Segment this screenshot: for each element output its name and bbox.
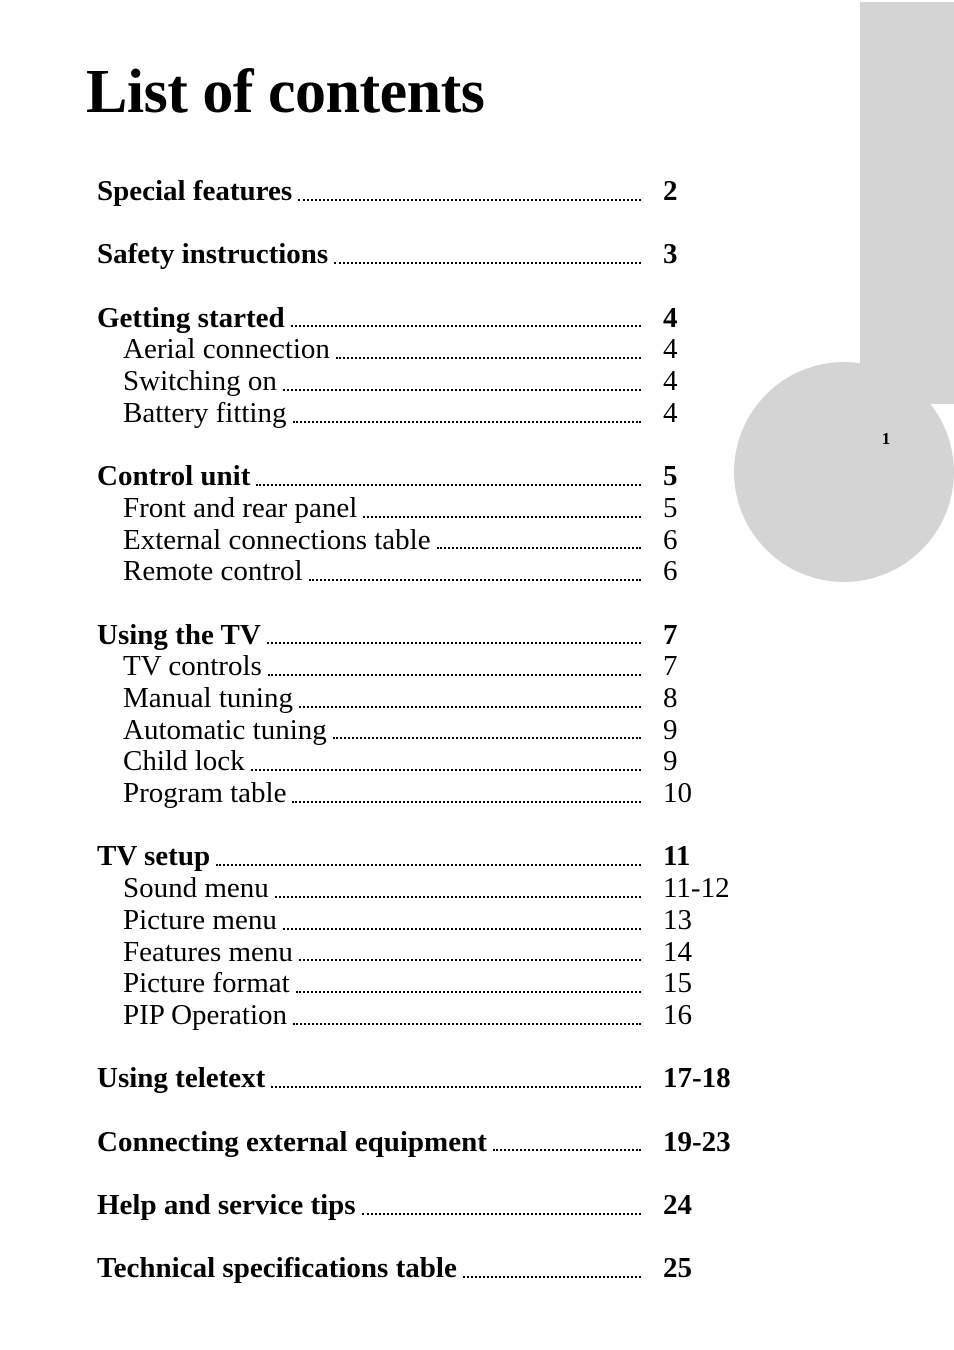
- toc-entry-label: Features menu: [123, 935, 293, 968]
- toc-entry-label: TV setup: [97, 840, 211, 873]
- toc-entry-label: TV controls: [123, 650, 262, 683]
- toc-entry-page: 25: [663, 1252, 692, 1285]
- toc-entry-tv-setup[interactable]: [97, 841, 777, 873]
- toc-entry-page: 3: [663, 238, 678, 271]
- toc-entry-label: Technical specifications table: [97, 1252, 457, 1285]
- dot-leader: [291, 325, 641, 327]
- toc-entry-page: 13: [663, 903, 692, 936]
- dot-leader: [268, 674, 641, 676]
- toc-entry-getting-started[interactable]: [97, 303, 777, 335]
- dot-leader: [216, 864, 641, 866]
- dot-leader: [298, 199, 641, 201]
- toc-entry-using-the-tv[interactable]: [97, 620, 777, 652]
- toc-entry-page: 9: [663, 713, 678, 746]
- toc-entry-label: Program table: [123, 777, 287, 810]
- toc-entry-special-features[interactable]: [97, 176, 777, 208]
- toc-entry-label: Special features: [97, 175, 293, 207]
- toc-section-technical-specifications-table: [97, 1253, 777, 1285]
- toc-subentry-program-table[interactable]: [97, 778, 777, 810]
- dot-leader: [293, 1023, 641, 1025]
- toc-subentry-battery-fitting[interactable]: [97, 398, 777, 430]
- toc-subentry-sound-menu[interactable]: [97, 873, 777, 905]
- toc-subentry-manual-tuning[interactable]: [97, 683, 777, 715]
- toc-section-safety-instructions: [97, 239, 777, 271]
- toc-entry-technical-specifications-table[interactable]: [97, 1253, 777, 1285]
- toc-entry-page: 4: [663, 301, 678, 334]
- toc-entry-page: 14: [663, 935, 692, 968]
- dot-leader: [336, 357, 641, 359]
- toc-entry-label: Picture format: [123, 967, 290, 1000]
- toc-entry-label: Using teletext: [97, 1062, 266, 1095]
- toc-entry-page: 5: [663, 460, 678, 493]
- dot-leader: [296, 991, 641, 993]
- dot-leader: [299, 959, 641, 961]
- toc-entry-label: Sound menu: [123, 872, 269, 905]
- toc-entry-label: Front and rear panel: [123, 491, 358, 524]
- toc-entry-page: 6: [663, 555, 678, 588]
- toc-entry-label: Remote control: [123, 555, 303, 588]
- toc-entry-page: 2: [663, 175, 678, 207]
- toc-subentry-front-and-rear-panel[interactable]: [97, 493, 777, 525]
- dot-leader: [334, 262, 641, 264]
- toc-subentry-external-connections-table[interactable]: [97, 525, 777, 557]
- toc-entry-help-and-service-tips[interactable]: [97, 1190, 777, 1222]
- toc-entry-page: 6: [663, 523, 678, 556]
- toc-entry-label: Getting started: [97, 301, 285, 334]
- dot-leader: [267, 642, 641, 644]
- toc-entry-page: 9: [663, 745, 678, 778]
- toc-entry-label: Child lock: [123, 745, 245, 778]
- toc-entry-label: Using the TV: [97, 618, 261, 651]
- toc-entry-using-teletext[interactable]: [97, 1063, 777, 1095]
- toc-entry-label: External connections table: [123, 523, 431, 556]
- toc-entry-page: 7: [663, 618, 678, 651]
- toc-entry-page: 11-12: [663, 872, 730, 905]
- toc-subentry-picture-menu[interactable]: [97, 905, 777, 937]
- dot-leader: [299, 706, 641, 708]
- table-of-contents: [97, 176, 777, 1317]
- toc-section-tv-setup: [97, 841, 777, 1031]
- toc-subentry-picture-format[interactable]: [97, 968, 777, 1000]
- toc-entry-page: 17-18: [663, 1062, 731, 1095]
- toc-entry-page: 15: [663, 967, 692, 1000]
- toc-entry-label: Manual tuning: [123, 682, 293, 714]
- toc-entry-page: 7: [663, 650, 678, 683]
- dot-leader: [363, 516, 641, 518]
- toc-entry-safety-instructions[interactable]: [97, 239, 777, 271]
- dot-leader: [333, 737, 641, 739]
- toc-entry-label: Aerial connection: [123, 333, 330, 366]
- toc-section-using-the-tv: [97, 620, 777, 810]
- dot-leader: [292, 801, 641, 803]
- toc-subentry-remote-control[interactable]: [97, 556, 777, 588]
- toc-entry-label: Automatic tuning: [123, 713, 327, 746]
- toc-entry-label: Control unit: [97, 460, 251, 493]
- toc-section-control-unit: [97, 461, 777, 588]
- dot-leader: [283, 928, 641, 930]
- toc-entry-page: 10: [663, 777, 692, 810]
- toc-entry-page: 5: [663, 491, 678, 524]
- toc-entry-page: 4: [663, 365, 678, 398]
- toc-entry-page: 16: [663, 998, 692, 1031]
- dot-leader: [251, 769, 641, 771]
- toc-subentry-features-menu[interactable]: [97, 937, 777, 969]
- toc-entry-label: Switching on: [123, 365, 277, 398]
- toc-entry-connecting-external-equipment[interactable]: [97, 1127, 777, 1159]
- toc-section-help-and-service-tips: [97, 1190, 777, 1222]
- toc-subentry-tv-controls[interactable]: [97, 651, 777, 683]
- toc-section-using-teletext: [97, 1063, 777, 1095]
- toc-entry-page: 4: [663, 396, 678, 429]
- toc-entry-page: 11: [663, 840, 691, 873]
- toc-entry-page: 19-23: [663, 1125, 731, 1158]
- toc-entry-label: Battery fitting: [123, 396, 287, 429]
- side-tab: [860, 2, 954, 404]
- toc-subentry-aerial-connection[interactable]: [97, 334, 777, 366]
- toc-section-getting-started: [97, 303, 777, 430]
- toc-subentry-pip-operation[interactable]: [97, 1000, 777, 1032]
- toc-entry-control-unit[interactable]: [97, 461, 777, 493]
- toc-entry-label: Safety instructions: [97, 238, 329, 271]
- dot-leader: [493, 1149, 641, 1151]
- toc-entry-page: 24: [663, 1189, 692, 1221]
- toc-section-special-features: [97, 176, 777, 208]
- toc-section-connecting-external-equipment: [97, 1127, 777, 1159]
- toc-entry-label: Help and service tips: [97, 1189, 356, 1221]
- toc-entry-label: PIP Operation: [123, 998, 288, 1031]
- dot-leader: [463, 1276, 641, 1278]
- toc-entry-label: Picture menu: [123, 903, 277, 936]
- toc-entry-page: 8: [663, 682, 678, 714]
- dot-leader: [275, 896, 641, 898]
- dot-leader: [437, 547, 641, 549]
- toc-entry-page: 4: [663, 333, 678, 366]
- dot-leader: [362, 1213, 641, 1215]
- dot-leader: [271, 1086, 641, 1088]
- dot-leader: [256, 484, 641, 486]
- dot-leader: [283, 389, 641, 391]
- dot-leader: [309, 579, 641, 581]
- toc-entry-label: Connecting external equipment: [97, 1125, 487, 1158]
- toc-subentry-automatic-tuning[interactable]: [97, 715, 777, 747]
- toc-subentry-switching-on[interactable]: [97, 366, 777, 398]
- page-title: List of contents: [86, 58, 485, 126]
- toc-subentry-child-lock[interactable]: [97, 746, 777, 778]
- page-number: 1: [881, 429, 891, 448]
- dot-leader: [293, 421, 641, 423]
